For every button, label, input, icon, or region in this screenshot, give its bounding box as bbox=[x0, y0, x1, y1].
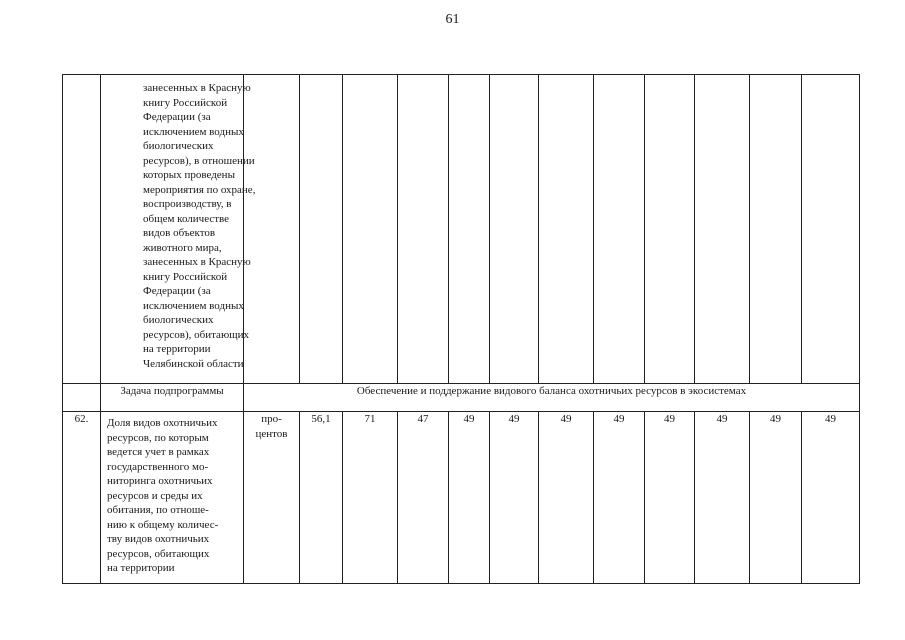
value-cell bbox=[750, 75, 802, 384]
value-cell bbox=[539, 412, 594, 584]
value-cell bbox=[398, 75, 449, 384]
text-line: ресурсов), в отношении bbox=[143, 154, 255, 167]
table-row-continuation bbox=[63, 75, 860, 384]
table-row-62 bbox=[63, 412, 860, 584]
text-line: биологических bbox=[143, 140, 214, 152]
value-cell bbox=[398, 412, 449, 584]
text-line: Федерации (за bbox=[143, 285, 211, 297]
value-cell bbox=[449, 412, 490, 584]
indicator-value: 47 bbox=[417, 413, 429, 425]
text-line: ресурсов и среды их bbox=[107, 489, 203, 502]
indicator-description bbox=[143, 81, 256, 371]
task-label: Задача подпрограммы bbox=[120, 385, 224, 397]
task-text: Обеспечение и поддержание видового баланса охотничьих ресурсов в экосистемах bbox=[356, 385, 747, 397]
unit-cell bbox=[244, 412, 300, 584]
row-number-cell bbox=[63, 75, 101, 384]
text-line: воспроизводству, в bbox=[143, 198, 232, 210]
indicator-value: 56,1 bbox=[311, 413, 331, 425]
text-line: исключением водных bbox=[143, 299, 244, 312]
indicator-value: 49 bbox=[825, 413, 836, 425]
indicator-value: 49 bbox=[463, 413, 475, 425]
value-cell bbox=[802, 75, 860, 384]
text-line: ресурсов), обитающих bbox=[143, 328, 250, 341]
value-cell bbox=[594, 75, 645, 384]
text-line: ведется учет в рамках bbox=[107, 446, 210, 458]
task-label-cell bbox=[101, 384, 244, 412]
indicator-value: 49 bbox=[508, 413, 520, 425]
unit-cell bbox=[244, 75, 300, 384]
text-line: которых проведены bbox=[143, 169, 235, 181]
text-line: Доля видов охотничьих bbox=[107, 417, 218, 429]
indicator-value: 49 bbox=[770, 413, 781, 425]
text-line: книгу Российской bbox=[143, 270, 228, 283]
text-line: ресурсов, по которым bbox=[107, 431, 209, 444]
indicator-value: 49 bbox=[664, 413, 675, 425]
text-line: ресурсов, обитающих bbox=[107, 547, 210, 560]
value-cell bbox=[343, 75, 398, 384]
text-line: животного мира, bbox=[143, 241, 222, 254]
task-text-cell bbox=[244, 384, 860, 412]
indicator-value: 49 bbox=[613, 413, 625, 425]
text-line: обитания, по отноше- bbox=[107, 504, 209, 516]
text-line: Федерации (за bbox=[143, 111, 211, 123]
value-cell bbox=[594, 412, 645, 584]
text-line: занесенных в Красную bbox=[143, 82, 251, 94]
indicator-description bbox=[107, 416, 243, 576]
indicator-description-cell bbox=[101, 75, 256, 384]
text-line: исключением водных bbox=[143, 125, 244, 138]
value-cell bbox=[490, 75, 539, 384]
value-cell bbox=[695, 75, 750, 384]
text-line: центов bbox=[255, 427, 288, 440]
table-row-task bbox=[63, 384, 860, 412]
value-cell bbox=[695, 412, 750, 584]
value-cell bbox=[539, 75, 594, 384]
indicator-value: 49 bbox=[716, 413, 728, 425]
row-number: 62. bbox=[74, 413, 89, 425]
value-cell bbox=[449, 75, 490, 384]
text-line: про- bbox=[261, 413, 282, 425]
text-line: книгу Российской bbox=[143, 96, 228, 109]
indicator-table bbox=[62, 74, 860, 584]
indicator-description-cell bbox=[101, 412, 244, 584]
value-cell bbox=[802, 412, 860, 584]
text-line: государственного мо- bbox=[107, 460, 209, 473]
text-line: мероприятия по охране, bbox=[143, 183, 256, 196]
text-line: общем количестве bbox=[143, 212, 230, 225]
indicator-value: 49 bbox=[560, 413, 572, 425]
row-number-cell bbox=[63, 384, 101, 412]
value-cell bbox=[645, 412, 695, 584]
value-cell bbox=[490, 412, 539, 584]
text-line: видов объектов bbox=[143, 227, 216, 239]
value-cell bbox=[750, 412, 802, 584]
value-cell bbox=[343, 412, 398, 584]
value-cell bbox=[300, 412, 343, 584]
text-line: на территории bbox=[107, 562, 175, 574]
text-line: нию к общему количес- bbox=[107, 518, 219, 531]
value-cell bbox=[300, 75, 343, 384]
text-line: ниторинга охотничьих bbox=[107, 475, 213, 487]
indicator-value: 71 bbox=[364, 413, 376, 425]
row-number-cell bbox=[63, 412, 101, 584]
text-line: Челябинской области bbox=[143, 357, 244, 370]
unit-label bbox=[244, 412, 299, 441]
page-number: 61 bbox=[445, 12, 460, 27]
text-line: на территории bbox=[143, 343, 211, 355]
text-line: занесенных в Красную bbox=[143, 256, 251, 268]
value-cell bbox=[645, 75, 695, 384]
text-line: тву видов охотничьих bbox=[107, 533, 210, 545]
text-line: биологических bbox=[143, 314, 214, 326]
